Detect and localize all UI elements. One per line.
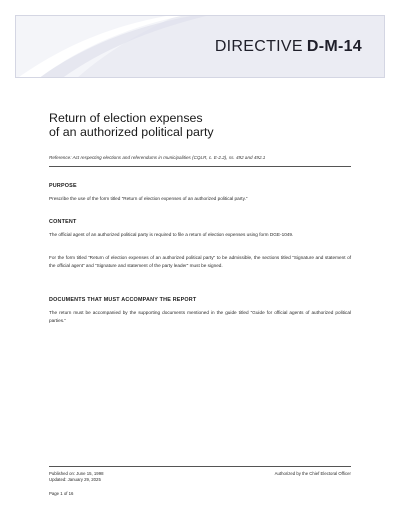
- purpose-heading: PURPOSE: [49, 183, 77, 189]
- reference-line: Reference: Act respecting elections and referendums in municipalities (CQLR, c. E-2.2), ss. 492 and 492.1: [49, 155, 266, 160]
- divider-line: [49, 166, 351, 167]
- documents-text: The return must be accompanied by the supporting documents mentioned in the guide titled “Guide for official agents of authorized political parties.”: [49, 310, 351, 323]
- updated-date: Updated: January 29, 2025: [49, 476, 101, 482]
- page-number: Page 1 of 16: [49, 491, 74, 496]
- published-date: Published on: June 15, 1998: [49, 471, 104, 476]
- header-banner: [15, 15, 385, 78]
- directive-code: D-M-14: [306, 38, 362, 55]
- title-line-1: Return of election expenses: [49, 111, 203, 125]
- directive-label: [215, 38, 362, 56]
- authorization-note: Authorized by the Chief Electoral Officer: [274, 471, 351, 476]
- footer-divider: [49, 466, 351, 467]
- title-line-2: of an authorized political party: [49, 125, 214, 139]
- documents-heading: DOCUMENTS THAT MUST ACCOMPANY THE REPORT: [49, 297, 197, 303]
- content-paragraph-1: The official agent of an authorized political party is required to file a return of election expenses using form DGE-1049.: [49, 232, 294, 237]
- content-heading: CONTENT: [49, 219, 77, 225]
- content-paragraph-2: For the form titled “Return of election expenses of an authorized political party” to be admissible, the sections titled “Signature and statement of the official agent” and “Signature and statement of the party leader” must be signed.: [49, 255, 351, 268]
- document-title: [49, 111, 214, 139]
- purpose-text: Prescribe the use of the form titled “Return of election expenses of an authorized political party.”: [49, 196, 248, 201]
- directive-word: DIRECTIVE: [214, 38, 303, 55]
- footer-dates: [49, 471, 103, 483]
